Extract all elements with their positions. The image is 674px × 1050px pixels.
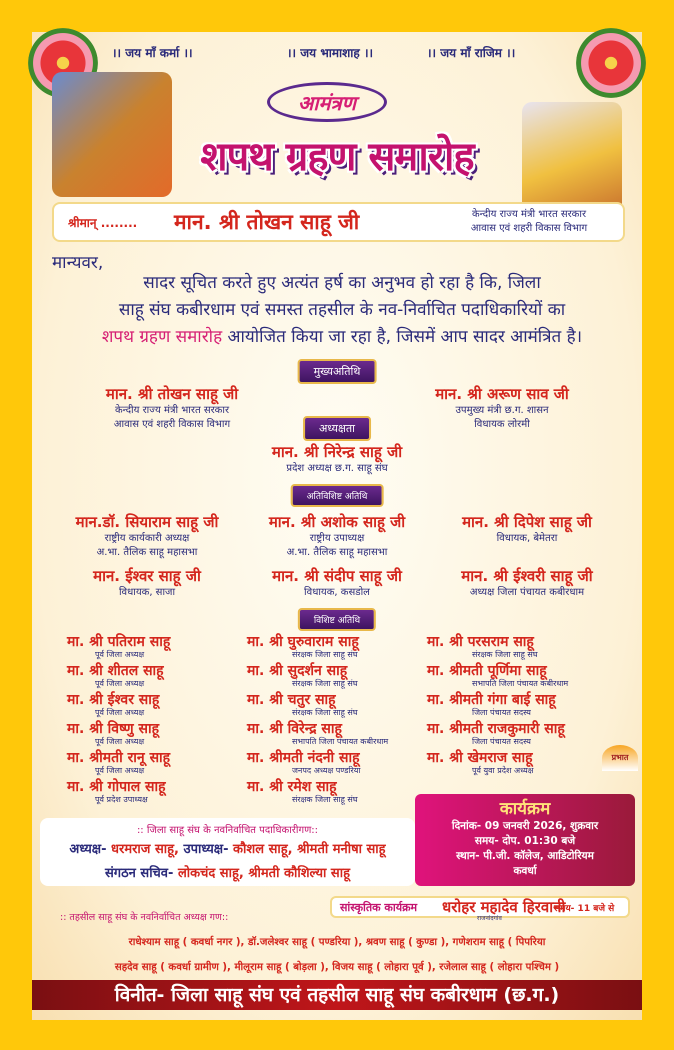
event-title: शपथ ग्रहण समारोह xyxy=(200,134,474,180)
cultural-label: सांस्कृतिक कार्यक्रम xyxy=(340,901,418,914)
guest-column xyxy=(247,632,427,806)
guest-designation: सभापति जिला पंचायत कबीरधाम xyxy=(292,737,389,746)
chief-guest-sub: केन्दीय राज्य मंत्री भारत सरकार xyxy=(114,405,230,416)
body-line-2: साहू संघ कबीरधाम एवं समस्त तहसील के नव-निर्वाचित पदाधिकारियों का xyxy=(118,300,566,320)
guest-designation: जिला पंचायत सदस्य xyxy=(472,737,531,746)
special-guest-sub: विधायक, बेमेतरा xyxy=(496,533,558,544)
guest-name: मा. श्रीमती गंगा बाई साहू xyxy=(427,692,556,708)
special-guest xyxy=(432,566,622,600)
value: लोकचंद साहू, श्रीमती कौशिल्या साहू xyxy=(173,866,350,881)
salutation: मान्यवर, xyxy=(52,253,104,273)
guest-designation: संरक्षक जिला साहू संघ xyxy=(292,679,358,688)
label: संगठन सचिव- xyxy=(105,866,174,881)
invitee-designation-1: केन्दीय राज्य मंत्री भारत सरकार xyxy=(471,209,587,220)
guest-designation: संरक्षक जिला साहू संघ xyxy=(292,795,358,804)
amantran-logo: आमंत्रण xyxy=(267,82,387,122)
special-guest-name: मान. श्री दिपेश साहू जी xyxy=(462,513,592,531)
chief-guest-name: मान. श्री अरूण साव जी xyxy=(435,385,569,403)
distinguished-guest xyxy=(67,777,247,806)
special-guest-name: मान. ईश्वर साहू जी xyxy=(93,567,201,585)
special-guest xyxy=(242,512,432,560)
distinguished-guest xyxy=(247,690,427,719)
chief-guest-sub: आवास एवं शहरी विकास विभाग xyxy=(113,419,231,430)
guest-name: मा. श्रीमती नंदनी साहू xyxy=(247,750,360,766)
body-line-3: आयोजित किया जा रहा है, जिसमें आप सादर आमंत्रित है। xyxy=(222,327,583,347)
invitation-card xyxy=(32,32,642,1020)
slogan-1: ।। जय माँ कर्मा ।। xyxy=(112,46,193,60)
distinguished-guest-badge: विशिष्ट अतिथि xyxy=(298,608,376,631)
guest-name: मा. श्री सुदर्शन साहू xyxy=(247,663,348,679)
invitee-designation-2: आवास एवं शहरी विकास विभाग xyxy=(470,223,588,234)
office-bearers-box xyxy=(40,818,415,886)
guest-designation: पूर्व जिला अध्यक्ष xyxy=(95,708,145,717)
guest-designation: सभापति जिला पंचायत कबीरधाम xyxy=(472,679,569,688)
distinguished-guest xyxy=(67,661,247,690)
special-guest-sub: राष्ट्रीय कार्यकारी अध्यक्ष xyxy=(104,533,190,544)
guest-name: मा. श्रीमती रानू साहू xyxy=(67,750,171,766)
presidency-badge: अध्यक्षता xyxy=(303,416,371,441)
program-box xyxy=(415,794,635,886)
distinguished-guest xyxy=(67,690,247,719)
cultural-time: समय- 11 बजे से xyxy=(554,904,615,914)
distinguished-guest xyxy=(247,719,427,748)
distinguished-guest xyxy=(67,748,247,777)
chief-guest-sub: विधायक लोरमी xyxy=(474,419,530,430)
distinguished-guest xyxy=(427,748,607,777)
flower-decoration-right xyxy=(576,28,646,98)
guest-name: मा. श्री परसराम साहू xyxy=(427,634,534,650)
guest-designation: जिला पंचायत सदस्य xyxy=(472,708,531,717)
label: अध्यक्ष- xyxy=(69,842,107,857)
tehsil-line-1: राधेश्याम साहू ( कवर्धा नगर ), डॉ.जलेश्वर साहू ( पण्डरिया ), श्रवण साहू ( कुण्डा ), गणेशराम साहू ( पिपरिया xyxy=(128,937,546,948)
tehsil-line-2: सहदेव साहू ( कवर्धा ग्रामीण ), मीलूराम साहू ( बोड़ला ), विजय साहू ( लोहारा पूर्व ), रजेलाल साहू ( लोहारा पश्चिम ) xyxy=(114,962,560,973)
guest-designation: पूर्व प्रदेश उपाध्यक्ष xyxy=(95,795,148,804)
program-time: समय- दोप. 01:30 बजे xyxy=(474,835,576,847)
distinguished-guest xyxy=(67,632,247,661)
guest-column xyxy=(67,632,247,806)
guest-designation: संरक्षक जिला साहू संघ xyxy=(472,650,538,659)
special-guest-name: मान. श्री अशोक साहू जी xyxy=(268,513,406,531)
chief-guest-name: मान. श्री तोखन साहू जी xyxy=(105,385,239,403)
guest-designation: संरक्षक जिला साहू संघ xyxy=(292,708,358,717)
guest-name: मा. श्री विष्णु साहू xyxy=(67,721,160,737)
guest-name: मा. श्री घुरुवाराम साहू xyxy=(247,634,359,650)
distinguished-guest xyxy=(247,777,427,806)
special-guest-badge: अतिविशिष्ट अतिथि xyxy=(291,484,384,507)
guest-name: मा. श्रीमती पूर्णिमा साहू xyxy=(427,663,547,679)
special-guest-sub: अ.भा. तैलिक साहू महासभा xyxy=(286,547,388,558)
distinguished-guest xyxy=(427,690,607,719)
guest-name: मा. श्री चतुर साहू xyxy=(247,692,336,708)
special-guest xyxy=(52,566,242,600)
guest-designation: जनपद अध्यक्ष पण्डरिया xyxy=(292,766,361,775)
distinguished-guest xyxy=(427,632,607,661)
special-guest xyxy=(242,566,432,600)
distinguished-guest xyxy=(427,661,607,690)
distinguished-guest xyxy=(247,661,427,690)
guest-designation: संरक्षक जिला साहू संघ xyxy=(292,650,358,659)
special-guest-sub: अ.भा. तैलिक साहू महासभा xyxy=(96,547,198,558)
special-guest-sub: विधायक, साजा xyxy=(118,587,176,598)
distinguished-guest xyxy=(247,632,427,661)
chief-guest-sub: उपमुख्य मंत्री छ.ग. शासन xyxy=(455,405,549,416)
program-venue: स्थान- पी.जी. कॉलेज, आडिटोरियम xyxy=(456,850,594,862)
special-guest-name: मान. श्री संदीप साहू जी xyxy=(272,567,402,585)
slogan-3: ।। जय माँ राजिम ।। xyxy=(427,46,516,60)
guest-column xyxy=(427,632,607,806)
studio-watermark-logo: प्रभात xyxy=(602,745,638,771)
cultural-artist: धरोहर महादेव हिरवानी xyxy=(442,898,566,916)
guest-name: मा. श्री खेमराज साहू xyxy=(427,750,533,766)
value: कौशल साहू, श्रीमती मनीषा साहू xyxy=(228,842,386,857)
invitee-name: मान. श्री तोखन साहू जी xyxy=(174,210,360,234)
presidency-name: मान. श्री निरेन्द्र साहू जी xyxy=(271,443,403,461)
guest-name: मा. श्री ईश्वर साहू xyxy=(67,692,160,708)
tehsil-heading: :: तहसील साहू संघ के नवनिर्वाचित अध्यक्ष गण:: xyxy=(60,912,229,923)
chief-guest-badge: मुख्यअतिथि xyxy=(298,359,377,384)
label: उपाध्यक्ष- xyxy=(178,842,229,857)
slogan-2: ।। जय भामाशाह ।। xyxy=(287,46,374,60)
guest-designation: पूर्व जिला अध्यक्ष xyxy=(95,650,145,659)
guest-name: मा. श्रीमती राजकुमारी साहू xyxy=(427,721,565,737)
presidency-sub: प्रदेश अध्यक्ष छ.ग. साहू संघ xyxy=(286,463,388,474)
guest-designation: पूर्व जिला अध्यक्ष xyxy=(95,766,145,775)
special-guest-name: मान.डॉ. सियाराम साहू जी xyxy=(75,513,219,531)
distinguished-guest xyxy=(247,748,427,777)
special-guest-sub: राष्ट्रीय उपाध्यक्ष xyxy=(309,533,365,544)
special-guest xyxy=(432,512,622,560)
special-guest xyxy=(52,512,242,560)
program-label: कार्यक्रम xyxy=(499,799,551,819)
distinguished-guest-grid xyxy=(67,632,607,806)
guest-name: मा. श्री गोपाल साहू xyxy=(67,779,166,795)
special-guest-grid xyxy=(52,512,622,600)
body-text xyxy=(52,270,632,351)
footer-bar: विनीत- जिला साहू संघ एवं तहसील साहू संघ कबीरधाम (छ.ग.) xyxy=(32,980,642,1010)
special-guest-name: मान. श्री ईश्वरी साहू जी xyxy=(461,567,593,585)
guest-name: मा. श्री रमेश साहू xyxy=(247,779,337,795)
distinguished-guest xyxy=(427,719,607,748)
program-city: कवर्धा xyxy=(513,865,537,877)
cultural-place: राजनांदगांव xyxy=(477,915,502,922)
cultural-program-box xyxy=(330,896,630,922)
guest-name: मा. श्री शीतल साहू xyxy=(67,663,164,679)
deity-image xyxy=(52,72,172,197)
guest-designation: पूर्व जिला अध्यक्ष xyxy=(95,679,145,688)
special-guest-sub: अध्यक्ष जिला पंचायत कबीरधाम xyxy=(469,587,585,598)
guest-name: मा. श्री पतिराम साहू xyxy=(67,634,171,650)
guest-designation: पूर्व युवा प्रदेश अध्यक्ष xyxy=(472,766,534,775)
guest-designation: पूर्व जिला अध्यक्ष xyxy=(95,737,145,746)
body-highlight: शपथ ग्रहण समारोह xyxy=(101,327,223,347)
invitee-box xyxy=(52,202,625,242)
value: धरमराज साहू, xyxy=(106,842,179,857)
body-line-1: सादर सूचित करते हुए अत्यंत हर्ष का अनुभव हो रहा है कि, जिला xyxy=(143,273,541,293)
distinguished-guest xyxy=(67,719,247,748)
program-date: दिनांक- 09 जनवरी 2026, शुक्रवार xyxy=(451,820,599,832)
special-guest-sub: विधायक, कसडोल xyxy=(304,587,370,598)
office-bearers-heading: :: जिला साहू संघ के नवनिर्वाचित पदाधिकारीगण:: xyxy=(136,825,319,836)
invitee-prefix: श्रीमान् ........ xyxy=(68,216,138,230)
guest-name: मा. श्री विरेन्द्र साहू xyxy=(247,721,342,737)
